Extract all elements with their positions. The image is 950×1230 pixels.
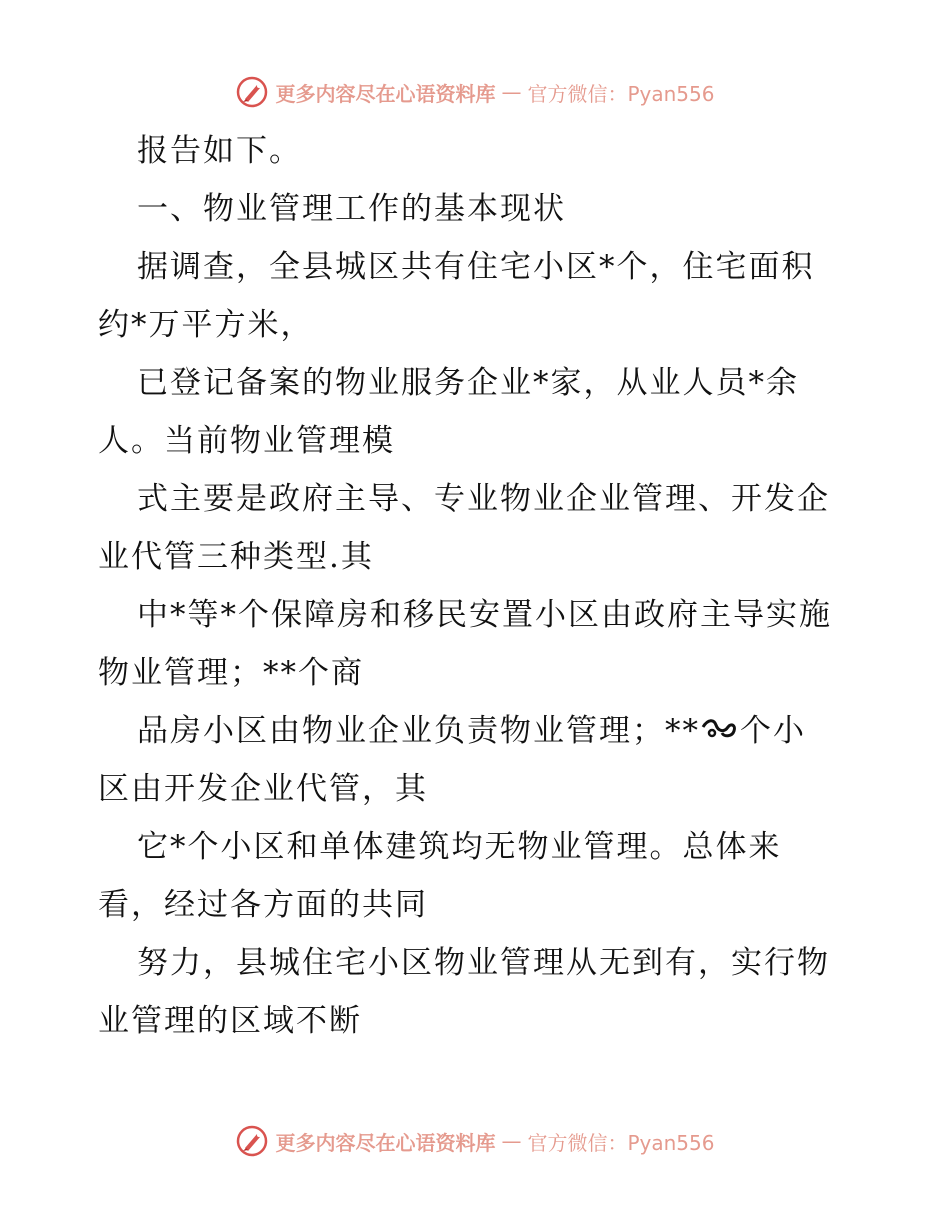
pen-seal-logo-icon: [235, 1124, 269, 1158]
body-line: 看，经过各方面的共同: [98, 887, 428, 923]
body-line: 人。当前物业管理模: [98, 423, 395, 459]
body-line: 报告如下。: [137, 133, 302, 169]
header-watermark: [0, 72, 950, 112]
body-line: 式主要是政府主导、专业物业企业管理、开发企: [137, 481, 830, 517]
watermark-brand: 更多内容尽在心语资料库: [275, 1130, 496, 1155]
body-line: 约*万平方米，: [98, 307, 314, 343]
pen-seal-logo-icon: [235, 75, 269, 109]
watermark-brand: 更多内容尽在心语资料库: [275, 81, 496, 106]
body-line: 区由开发企业代管，其: [98, 771, 428, 807]
body-line-part: 品房小区由物业企业负责物业管理；**: [137, 713, 700, 749]
watermark-separator: —: [501, 1129, 522, 1153]
watermark-contact: 官方微信：Pyan556: [527, 1130, 715, 1155]
body-line: 努力，县城住宅小区物业管理从无到有，实行物: [137, 945, 830, 981]
body-line: 业管理的区域不断: [98, 1003, 362, 1039]
body-line: [98, 702, 858, 760]
body-line: 物业管理；**个商: [98, 655, 364, 691]
watermark-contact: 官方微信：Pyan556: [527, 81, 715, 106]
body-line-part: 个小: [740, 713, 806, 749]
section-heading: 一、物业管理工作的基本现状: [137, 191, 566, 227]
footer-watermark: [0, 1121, 950, 1161]
body-line: 业代管三种类型.其: [98, 539, 374, 575]
body-line: 中*等*个保障房和移民安置小区由政府主导实施: [137, 597, 832, 633]
body-line: 据调查，全县城区共有住宅小区*个，住宅面积: [137, 249, 815, 285]
body-line: 已登记备案的物业服务企业*家，从业人员*余: [137, 365, 799, 401]
watermark-separator: —: [501, 80, 522, 104]
scribble-glyph-icon: [700, 715, 740, 743]
document-body: [98, 122, 858, 1050]
body-line: 它*个小区和单体建筑均无物业管理。总体来: [137, 829, 782, 865]
